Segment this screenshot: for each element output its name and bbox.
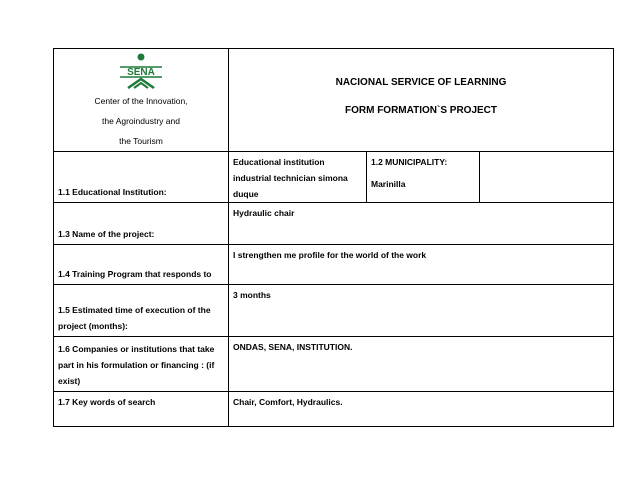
institution-line-2: the Agroindustry and — [102, 116, 180, 126]
form-title-cell — [229, 49, 614, 152]
companies-value: ONDAS, SENA, INSTITUTION. — [229, 337, 614, 392]
program-value: I strengthen me profile for the world of the work — [229, 245, 614, 285]
municipality-value: Marinilla — [371, 179, 406, 189]
form-subtitle: FORM FORMATION`S PROJECT — [344, 105, 498, 116]
sena-logo-icon — [118, 53, 164, 89]
execution-time-row — [54, 285, 614, 337]
municipality-label: 1.2 MUNICIPALITY: — [371, 157, 448, 167]
program-label: 1.4 Training Program that responds to — [54, 245, 229, 285]
institution-line-1: Center of the Innovation, — [94, 96, 188, 106]
keywords-label: 1.7 Key words of search — [54, 392, 229, 427]
svg-text:SENA: SENA — [127, 67, 155, 78]
time-label: 1.5 Estimated time of execution of the project (months): — [54, 285, 229, 337]
project-label: 1.3 Name of the project: — [54, 203, 229, 245]
project-name-row — [54, 203, 614, 245]
form-title: NACIONAL SERVICE OF LEARNING — [335, 77, 507, 88]
companies-row — [54, 337, 614, 392]
project-form-table — [53, 48, 614, 427]
keywords-row — [54, 392, 614, 427]
training-program-row — [54, 245, 614, 285]
institution-row — [54, 152, 614, 203]
institution-label: 1.1 Educational Institution: — [54, 152, 229, 203]
project-value: Hydraulic chair — [229, 203, 614, 245]
institution-header-cell — [54, 49, 229, 152]
empty-cell — [480, 152, 614, 203]
companies-label: 1.6 Companies or institutions that take part in his formulation or financing : (if exist) — [54, 337, 229, 392]
institution-value: Educational institution industrial technician simona duque — [229, 152, 367, 203]
institution-line-3: the Tourism — [119, 136, 163, 146]
time-value: 3 months — [229, 285, 614, 337]
form-header-row — [54, 49, 614, 152]
keywords-value: Chair, Comfort, Hydraulics. — [229, 392, 614, 427]
municipality-cell — [367, 152, 480, 203]
